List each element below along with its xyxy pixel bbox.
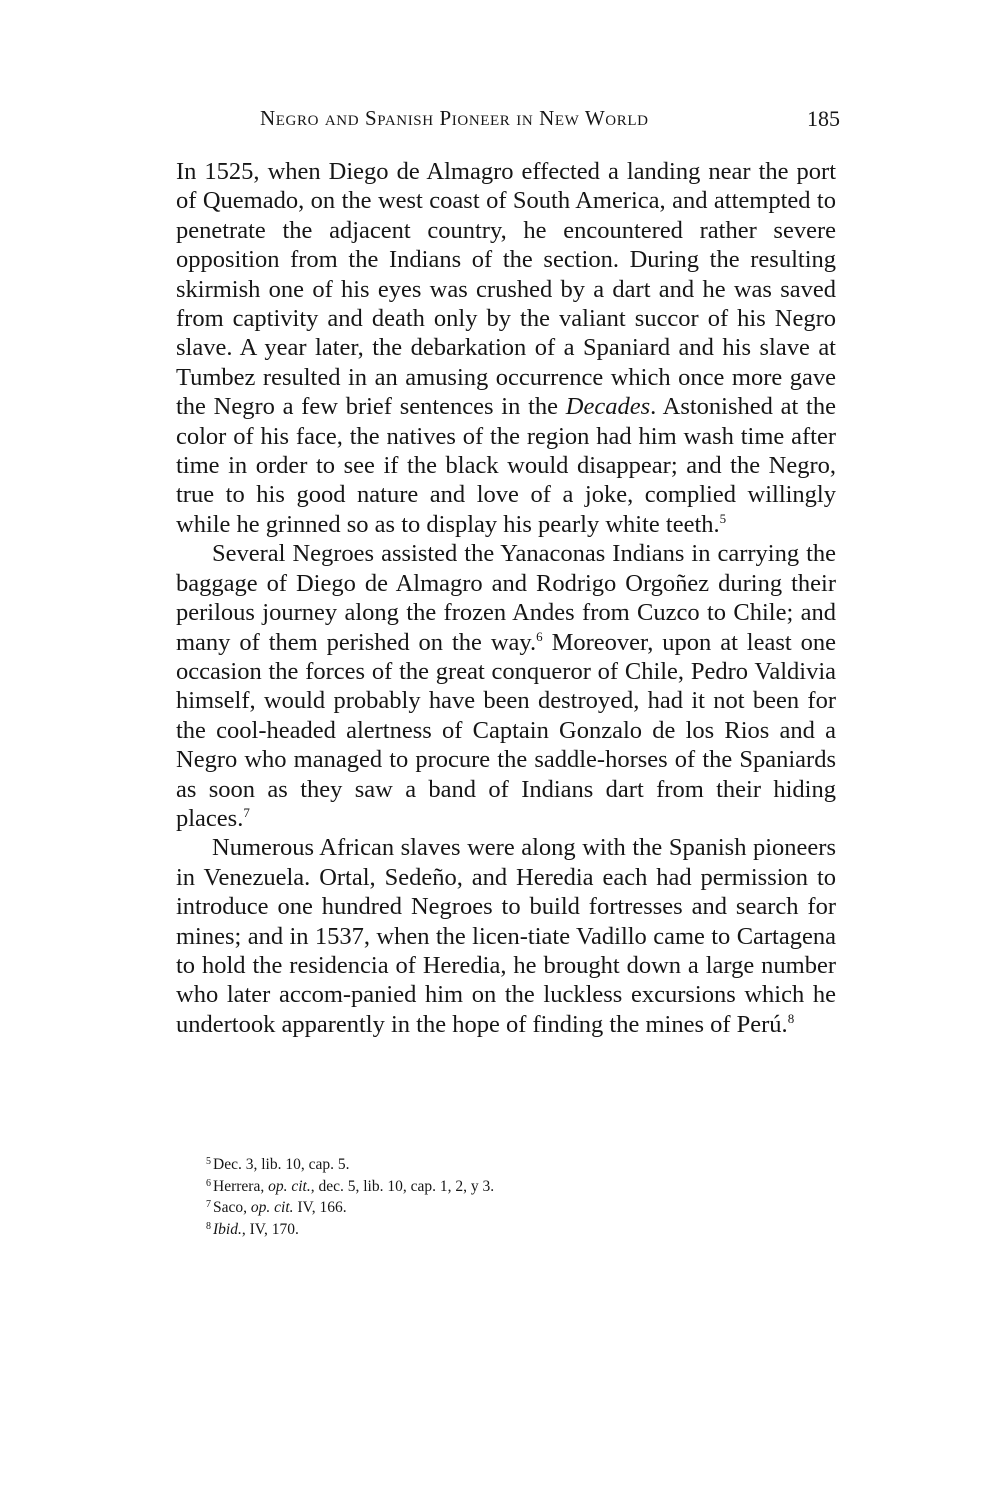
footnote-reference: 6 (536, 628, 543, 644)
footnote (206, 1154, 726, 1176)
paragraph (176, 157, 836, 539)
footnote (206, 1197, 726, 1219)
text-run: . Astonished at the color of his face, the natives of the region had him wash time after time in order to see if the black would disappear; and the Negro, true to his good nature and love of a joke, complied willingly while he grinned so as to display his pearly white teeth. (176, 393, 836, 538)
footnote-marker: 6 (206, 1177, 211, 1189)
text-run: Several Negroes assisted the Yanaconas Indians in carrying the baggage of Diego de Almagro and Rodrigo Orgoñez during their perilous journey along the frozen Andes from Cuzco to Chile; and many of them perished on the way. (176, 540, 836, 656)
text-run: Numerous African slaves were along with the Spanish pioneers in Venezuela. Ortal, Sedeño, and Heredia each had permission to introduce one hundred Negroes to build fortresses and search for mines; and in 1537, when the licen-tiate Vadillo came to Cartagena to hold the residencia of Heredia, he brought down a large number who later accom-panied him on the luckless excursions which he undertook apparently in the hope of finding the mines of Perú. (176, 834, 836, 1038)
text-run: , dec. 5, lib. 10, cap. 1, 2, y 3. (310, 1177, 495, 1195)
text-run: In 1525, when Diego de Almagro effected a landing near the port of Quemado, on the west coast of South America, and attempted to penetrate the adjacent country, he encountered rather severe opposition from the Indians of the section. During the resulting skirmish one of his eyes was crushed by a dart and he was saved from captivity and death only by the valiant succor of his Negro slave. A year later, the debarkation of a Spaniard and his slave at Tumbez resulted in an amusing occurrence which once more gave the Negro a few brief sentences in the (176, 158, 836, 421)
footnote-reference: 8 (787, 1010, 795, 1026)
running-title: Negro and Spanish Pioneer in New World (260, 106, 649, 130)
footnote (206, 1176, 726, 1198)
footnote-reference: 7 (243, 804, 250, 820)
text-run: Moreover, upon at least one occasion the forces of the great conqueror of Chile, Pedro Valdivia himself, would probably have been destroyed, had it not been for the cool-headed alertness of Captain Gonzalo de los Rios and a Negro who managed to procure the saddle-horses of the Spaniards as soon as they saw a band of Indians dart from their hiding places. (176, 628, 836, 832)
footnote-marker: 5 (206, 1156, 211, 1167)
italic-text: op. cit. (250, 1199, 294, 1216)
footnote-marker: 7 (206, 1199, 211, 1210)
paragraph (176, 539, 836, 833)
text-run: Saco, (213, 1199, 251, 1216)
italic-text: op. cit. (268, 1177, 311, 1195)
text-run: IV, 166. (293, 1199, 347, 1216)
text-run: Dec. 3, lib. 10, cap. 5. (213, 1156, 350, 1173)
text-run: , IV, 170. (241, 1220, 299, 1238)
footnote-reference: 5 (719, 510, 727, 526)
page-number: 185 (807, 106, 840, 131)
footnote (206, 1219, 726, 1241)
body-text (176, 157, 836, 1039)
italic-text: Decades (565, 393, 651, 421)
text-run: Herrera, (213, 1177, 269, 1195)
footnotes (206, 1154, 726, 1240)
footnote-marker: 8 (206, 1220, 211, 1232)
paragraph (176, 833, 836, 1039)
running-head (176, 106, 840, 136)
italic-text: Ibid. (213, 1220, 242, 1238)
